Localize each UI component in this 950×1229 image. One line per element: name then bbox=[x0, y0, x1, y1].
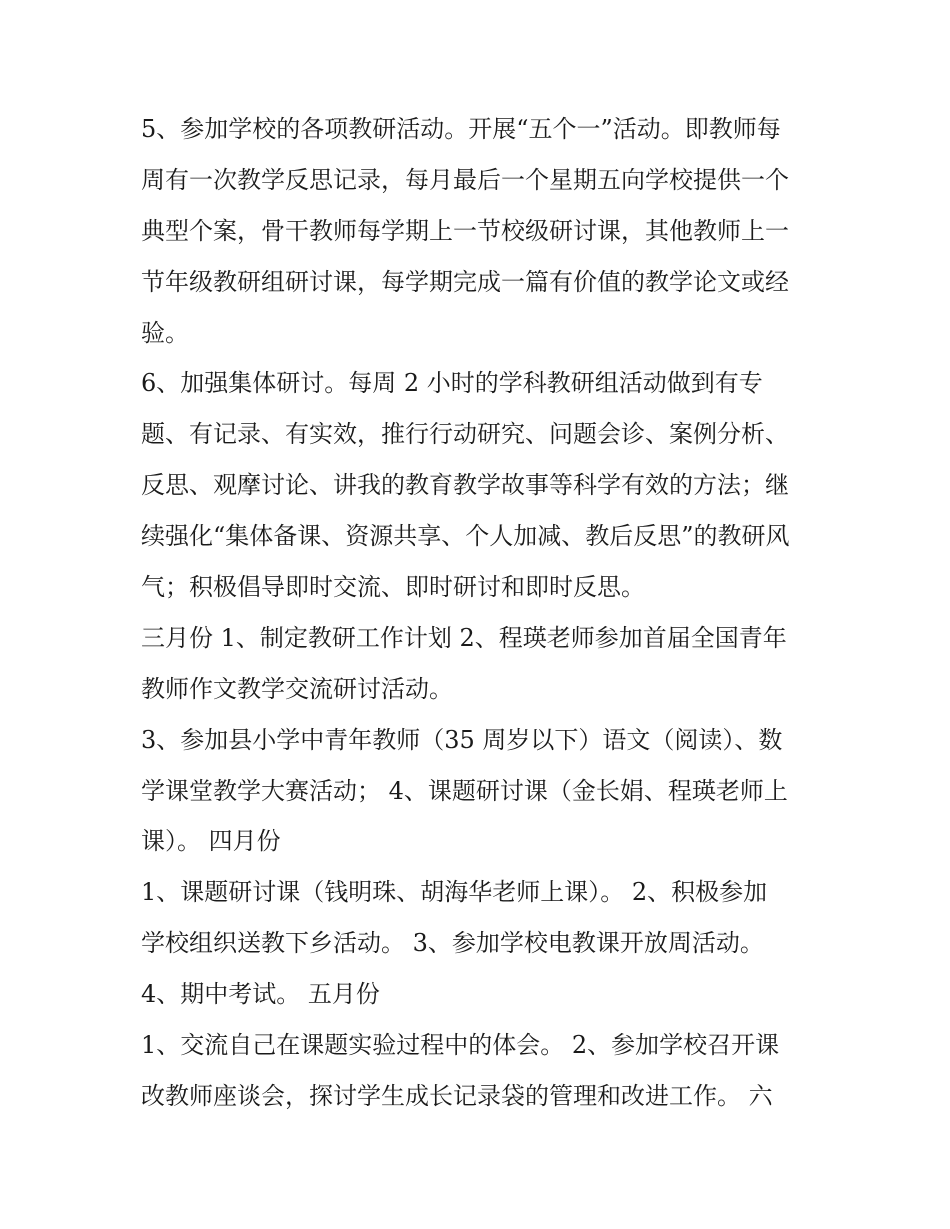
text-line: 节年级教研组研讨课，每学期完成一篇有价值的教学论文或经 bbox=[141, 267, 789, 296]
text-line: 题、有记录、有实效，推行行动研究、问题会诊、案例分析、 bbox=[141, 420, 789, 449]
text-line: 验。 bbox=[141, 318, 189, 347]
text-line: 周有一次教学反思记录，每月最后一个星期五向学校提供一个 bbox=[141, 165, 789, 194]
text-line: 3、参加县小学中青年教师（35 周岁以下）语文（阅读）、数 bbox=[141, 725, 783, 754]
text-line: 学校组织送教下乡活动。 3、参加学校电教课开放周活动。 bbox=[141, 929, 764, 958]
text-line: 5、参加学校的各项教研活动。开展“五个一”活动。即教师每 bbox=[141, 115, 781, 143]
text-line: 典型个案，骨干教师每学期上一节校级研讨课，其他教师上一 bbox=[141, 216, 789, 245]
text-line: 三月份 1、制定教研工作计划 2、程瑛老师参加首届全国青年 bbox=[141, 623, 787, 652]
text-line: 1、交流自己在课题实验过程中的体会。 2、参加学校召开课 bbox=[141, 1031, 780, 1060]
text-line: 6、加强集体研讨。每周 2 小时的学科教研组活动做到有专 bbox=[141, 369, 763, 398]
text-line: 改教师座谈会，探讨学生成长记录袋的管理和改进工作。 六 bbox=[141, 1081, 773, 1110]
text-line: 气；积极倡导即时交流、即时研讨和即时反思。 bbox=[141, 573, 645, 602]
text-line: 4、期中考试。 五月份 bbox=[141, 980, 380, 1009]
text-line: 1、课题研讨课（钱明珠、胡海华老师上课）。 2、积极参加 bbox=[141, 878, 768, 907]
text-line: 续强化“集体备课、资源共享、个人加减、教后反思”的教研风 bbox=[141, 522, 790, 551]
document-body bbox=[141, 104, 821, 1122]
text-line: 课）。 四月份 bbox=[141, 827, 281, 856]
text-line: 反思、观摩讨论、讲我的教育教学故事等科学有效的方法；继 bbox=[141, 471, 789, 500]
text-line: 教师作文教学交流研讨活动。 bbox=[141, 674, 453, 703]
text-line: 学课堂教学大赛活动； 4、课题研讨课（金长娟、程瑛老师上 bbox=[141, 776, 788, 805]
